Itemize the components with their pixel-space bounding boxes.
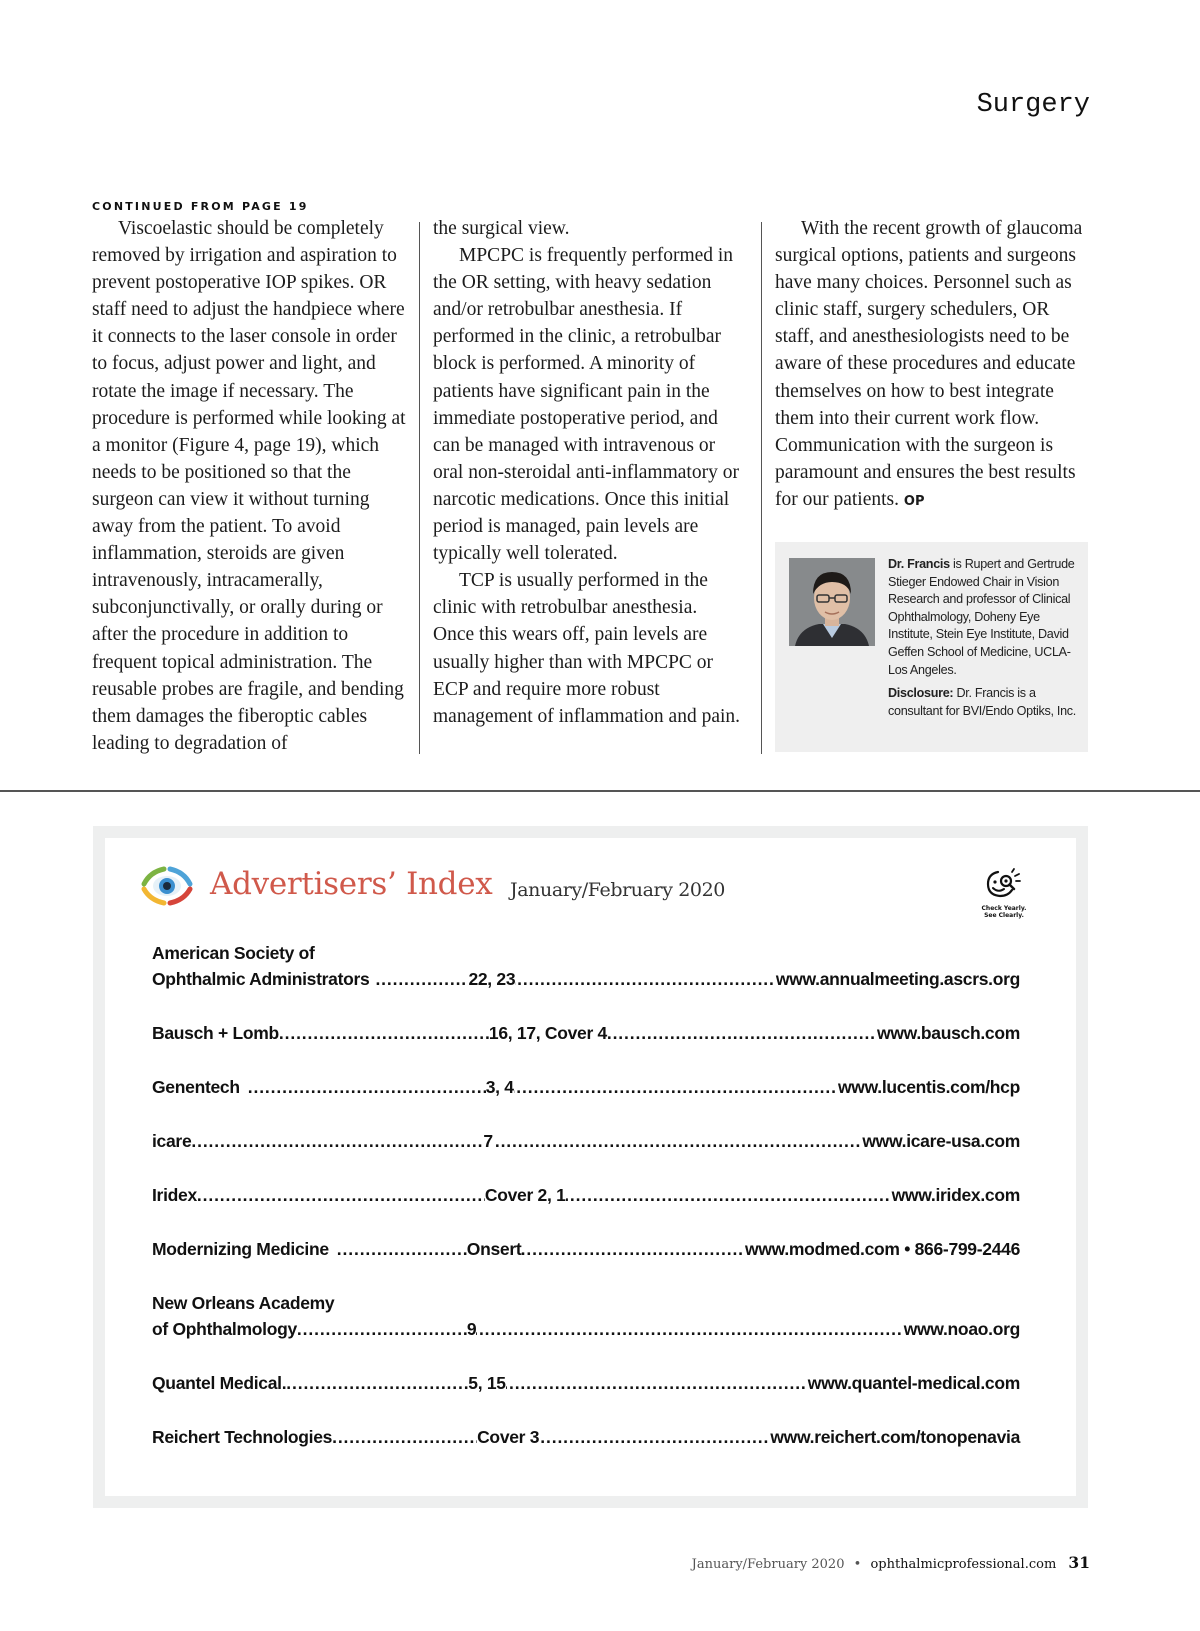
advertiser-pages: 7: [483, 1131, 493, 1151]
leader-dots: [539, 1424, 770, 1450]
advertiser-url[interactable]: www.lucentis.com/hcp: [838, 1077, 1020, 1097]
advertiser-pages: Onsert: [466, 1239, 522, 1259]
advertisers-index-panel: [105, 838, 1076, 1496]
footer-issue: January/February 2020: [691, 1557, 845, 1572]
paragraph: the surgical view.: [433, 218, 570, 239]
advertiser-name: Quantel Medical.: [152, 1373, 287, 1393]
leader-dots: [279, 1020, 489, 1046]
page-number: 31: [1068, 1553, 1090, 1572]
advertiser-entry: [152, 1020, 1020, 1046]
leader-dots: [286, 1370, 468, 1396]
advertiser-entry: [152, 1290, 1020, 1342]
disclosure-text: Dr. Francis is a consultant for BVI/Endo Optiks, Inc.: [888, 686, 1077, 718]
advertiser-entry: [152, 1074, 1020, 1100]
leader-dots: [297, 1316, 467, 1342]
advertiser-entry: [152, 940, 1020, 992]
advertiser-url[interactable]: www.annualmeeting.ascrs.org: [775, 969, 1020, 989]
advertiser-name-line1: New Orleans Academy: [152, 1293, 335, 1313]
paragraph: TCP is usually performed in the clinic with retrobulbar anesthesia. Once this wears off, pain levels are usually higher than with MPCPC or ECP and require more robust management of inflammation and pain.: [433, 570, 741, 727]
advertiser-url[interactable]: www.noao.org: [903, 1319, 1020, 1339]
advertiser-pages: 22, 23: [468, 969, 516, 989]
leader-dots: [332, 1424, 477, 1450]
leader-dots: [514, 1074, 838, 1100]
advertiser-pages: 9: [466, 1319, 477, 1339]
paragraph: MPCPC is frequently performed in the OR setting, with heavy sedation and/or retrobulbar anesthesia. If performed in the clinic, a retrobulbar block is performed. A minority of patients have significant pain in the immediate postoperative period, and can be managed with intravenous or oral non-steroidal anti-inflammatory or narcotic medications. Once this initial period is managed, pain levels are typically well tolerated.: [433, 245, 739, 565]
leader-dots: [191, 1128, 483, 1154]
advertiser-entry: [152, 1182, 1020, 1208]
advertiser-entry: [152, 1424, 1020, 1450]
advertiser-name: Reichert Technologies: [152, 1427, 333, 1447]
end-mark: OP: [903, 493, 925, 509]
badge-text-2: See Clearly.: [984, 912, 1024, 919]
advertiser-name-line1: American Society of: [152, 943, 315, 963]
leader-dots: [607, 1020, 877, 1046]
advertiser-pages: 5, 15: [468, 1373, 506, 1393]
author-bio-text: [888, 556, 1078, 726]
leader-dots: [337, 1236, 467, 1262]
advertiser-entry: [152, 1370, 1020, 1396]
advertiser-url[interactable]: www.modmed.com • 866-799-2446: [745, 1239, 1020, 1259]
advertiser-pages: 3, 4: [485, 1077, 514, 1097]
advertiser-name: Bausch + Lomb: [152, 1023, 279, 1043]
section-divider: [0, 790, 1200, 792]
advertiser-url[interactable]: www.icare-usa.com: [862, 1131, 1020, 1151]
author-photo: [789, 558, 875, 646]
article-column-1: [92, 215, 410, 757]
disclosure-label: Disclosure:: [888, 686, 954, 701]
leader-dots: [521, 1236, 745, 1262]
advertisers-index-issue: January/February 2020: [510, 879, 725, 901]
advertiser-name: of Ophthalmology: [152, 1319, 297, 1339]
advertiser-name: icare: [152, 1131, 192, 1151]
disclosure-paragraph: [888, 685, 1078, 720]
advertiser-pages: 16, 17, Cover 4: [488, 1023, 607, 1043]
footer-site-link[interactable]: ophthalmicprofessional.com: [870, 1557, 1057, 1572]
bio-paragraph: [888, 556, 1078, 679]
leader-dots: [197, 1182, 485, 1208]
advertiser-pages: Cover 2, 1: [484, 1185, 566, 1205]
leader-dots: [506, 1370, 808, 1396]
advertiser-entry: [152, 1128, 1020, 1154]
leader-dots: [493, 1128, 863, 1154]
continued-label: CONTINUED FROM PAGE 19: [92, 200, 309, 213]
author-name: Dr. Francis: [888, 557, 950, 571]
advertiser-name: Iridex: [152, 1185, 197, 1205]
advertiser-entry: [152, 1236, 1020, 1262]
check-yearly-badge: [976, 866, 1032, 924]
advertisers-index-title: Advertisers’ Index: [210, 866, 493, 902]
advertiser-name: Genentech: [152, 1077, 240, 1097]
advertiser-name: Ophthalmic Administrators: [152, 969, 370, 989]
article-column-2: [433, 215, 743, 730]
paragraph: [775, 215, 1087, 515]
advertiser-name: Modernizing Medicine: [152, 1239, 329, 1259]
badge-text-1: Check Yearly.: [981, 905, 1027, 912]
portrait-icon: [789, 558, 875, 646]
leader-dots: [515, 966, 776, 992]
author-bio-box: [775, 542, 1088, 752]
smiley-magnifier-icon: [984, 866, 1024, 900]
footer-separator: •: [853, 1557, 862, 1572]
column-divider: [419, 222, 420, 754]
advertiser-url[interactable]: www.bausch.com: [877, 1023, 1020, 1043]
advertiser-url[interactable]: www.quantel-medical.com: [807, 1373, 1020, 1393]
section-title: Surgery: [976, 90, 1090, 120]
advertiser-url[interactable]: www.reichert.com/tonopenavia: [770, 1427, 1020, 1447]
article-column-3: [775, 215, 1087, 515]
bio-description: is Rupert and Gertrude Stieger Endowed Chair in Vision Research and professor of Clinical Ophthalmology, Doheny Eye Institute, Stein Eye Institute, David Geffen School of Medicine, UCLA-Los Angeles.: [888, 557, 1075, 677]
column-divider: [761, 222, 762, 754]
advertiser-pages: Cover 3: [477, 1427, 540, 1447]
leader-dots: [566, 1182, 892, 1208]
leader-dots: [476, 1316, 903, 1342]
leader-dots: [375, 966, 468, 992]
paragraph: Viscoelastic should be completely removed by irrigation and aspiration to prevent postoperative IOP spikes. OR staff need to adjust the handpiece where it connects to the laser console in order to focus, adjust power and light, and rotate the image if necessary. The procedure is performed while looking at a monitor (Figure 4, page 19), which needs to be positioned so that the surgeon can view it without turning away from the patient. To avoid inflammation, steroids are given intravenously, intracamerally, subconjunctivally, or orally during or after the procedure in addition to frequent topical administration. The reusable probes are fragile, and bending them damages the fiberoptic cables leading to degradation of: [92, 218, 406, 754]
page-footer: [692, 1553, 1090, 1572]
paragraph-text: With the recent growth of glaucoma surgical options, patients and surgeons have many choices. Personnel such as clinic staff, surgery schedulers, OR staff, and anesthesiologists need to be aware of these procedures and educate themselves on how to best integrate them into their current work flow. Communication with the surgeon is paramount and ensures the best results for our patients.: [775, 218, 1083, 510]
eye-logo-icon: [140, 866, 194, 906]
leader-dots: [248, 1074, 486, 1100]
advertiser-url[interactable]: www.iridex.com: [891, 1185, 1020, 1205]
